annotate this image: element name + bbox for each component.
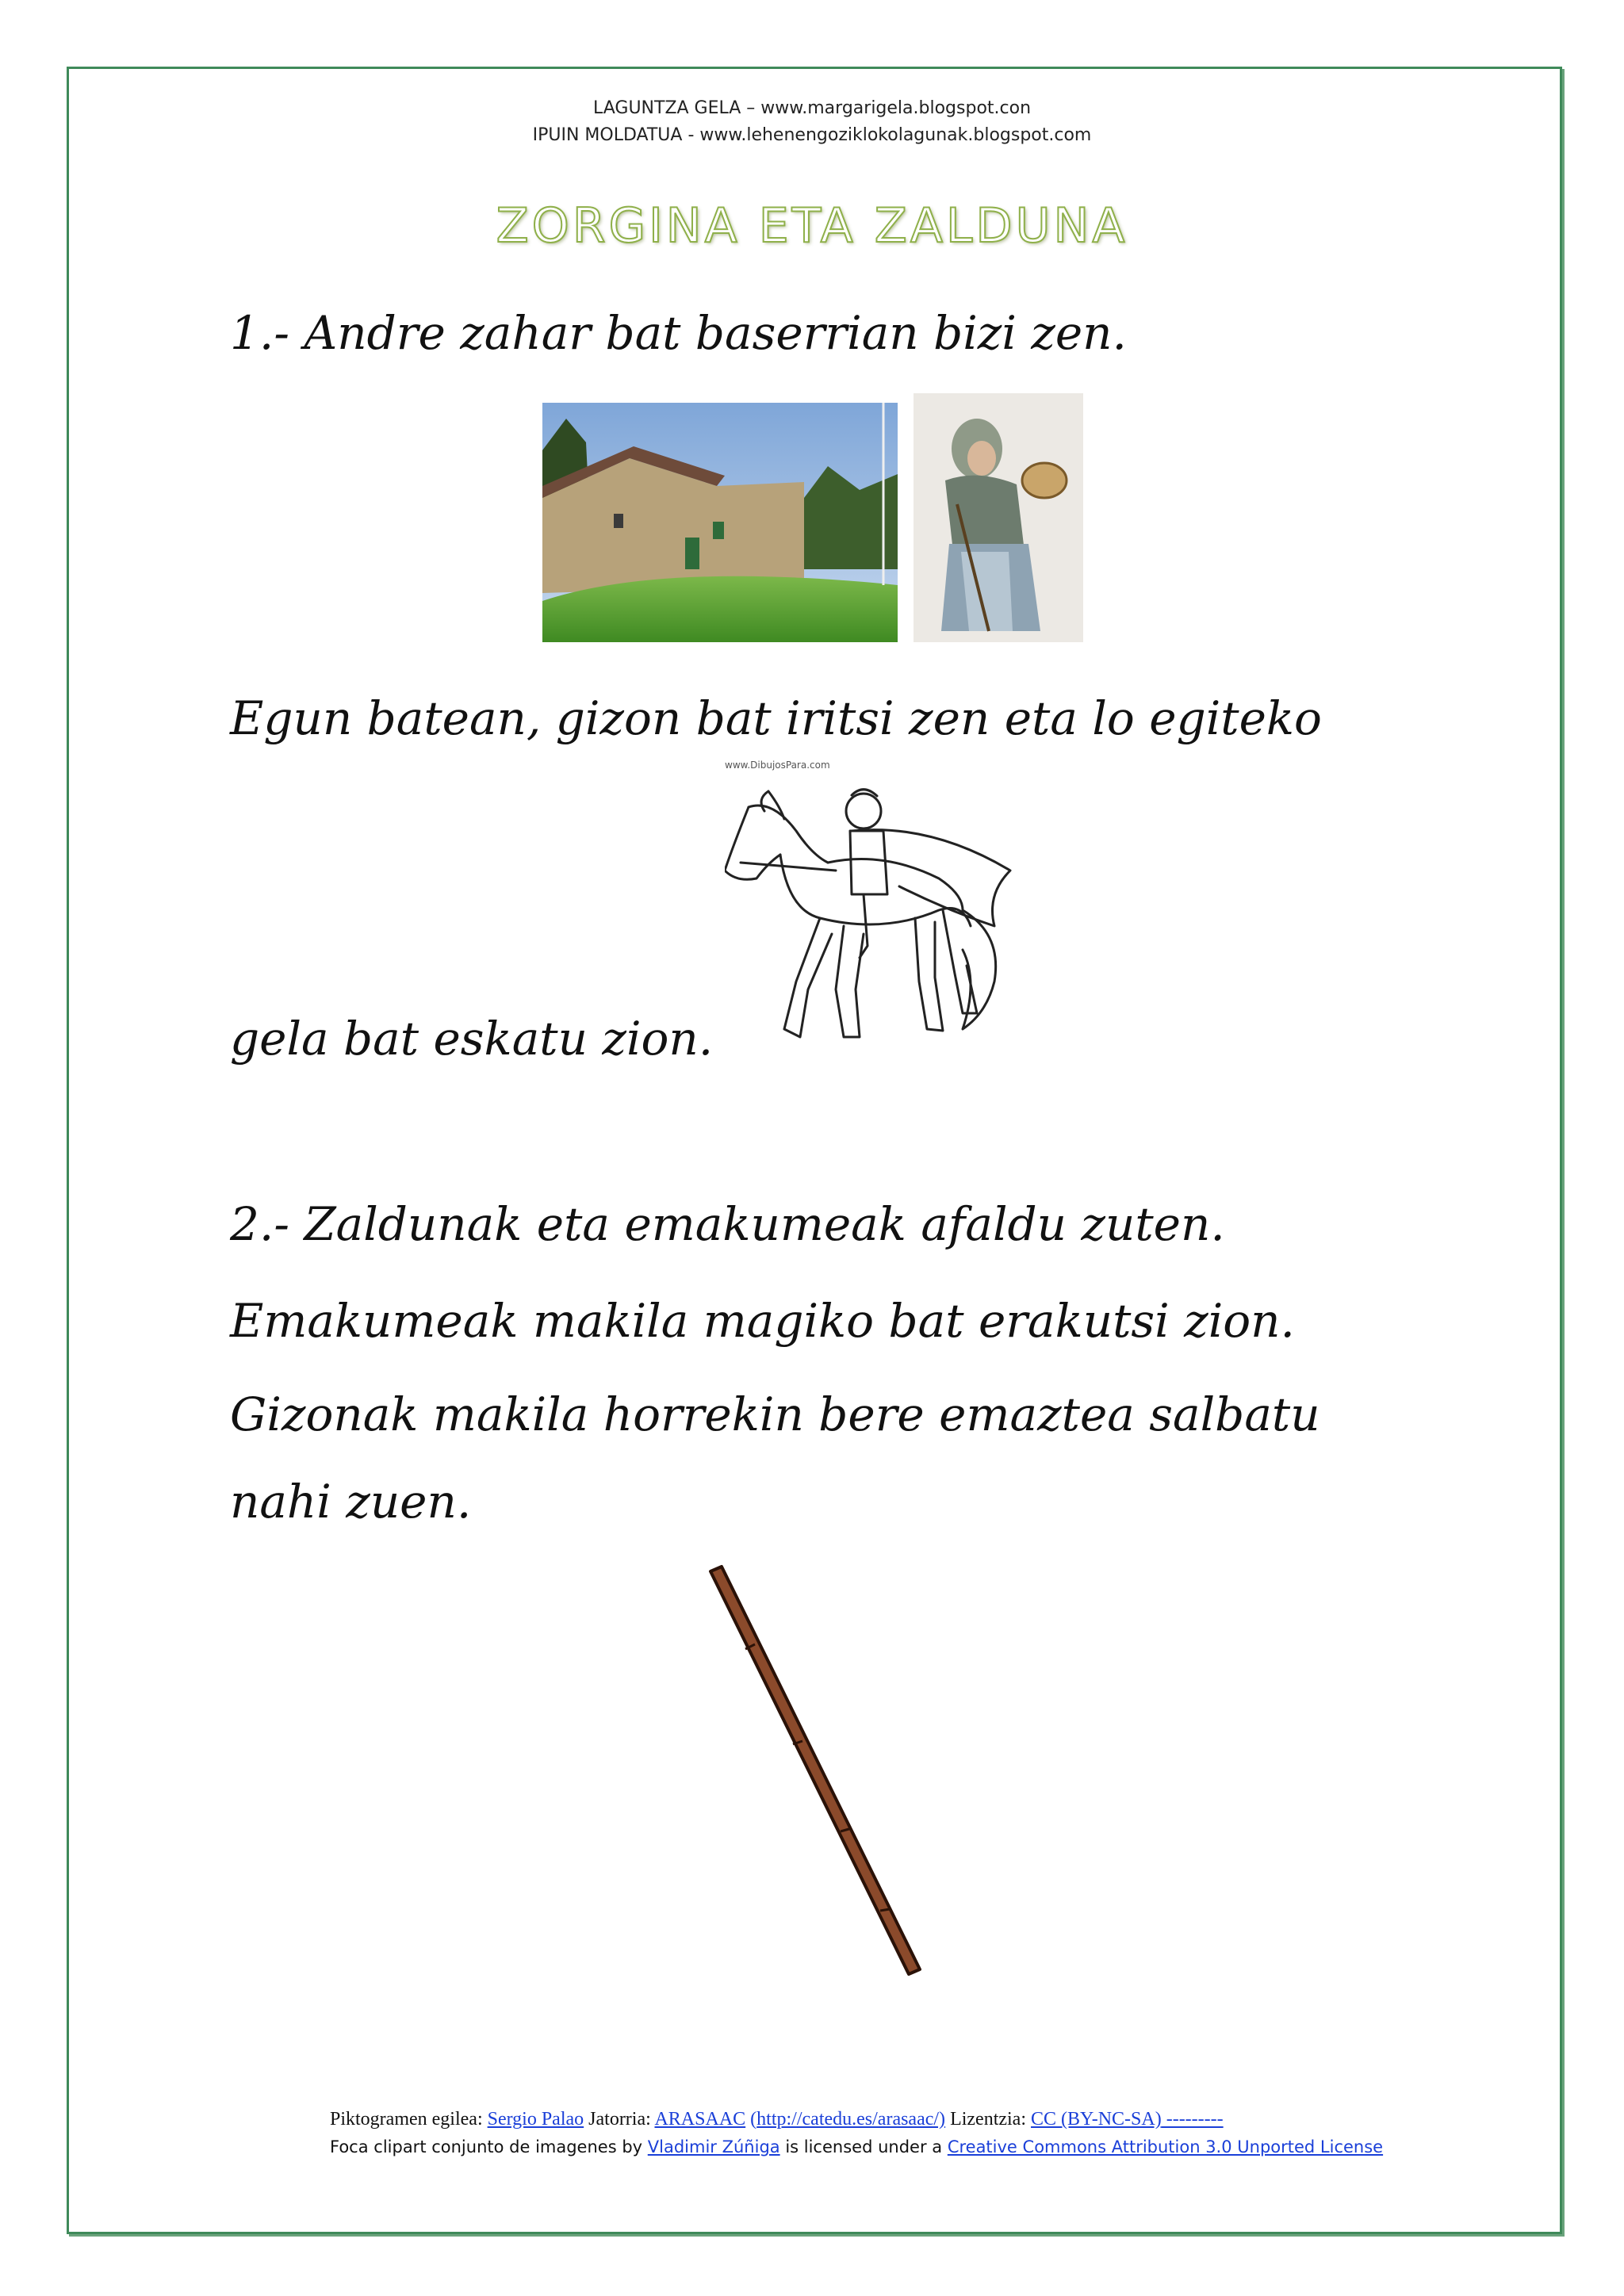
license-link[interactable]: CC (BY-NC-SA) (1031, 2109, 1162, 2130)
arasaac-link[interactable]: ARASAAC (654, 2109, 746, 2130)
story-line-4: 2.- Zaldunak eta emakumeak afaldu zuten. (230, 1197, 1225, 1251)
knight-on-horse-drawing (725, 775, 1026, 1051)
image-credit: www.DibujosPara.com (725, 760, 830, 771)
story-line-5: Emakumeak makila magiko bat erakutsi zion. (230, 1294, 1295, 1348)
header-line-1: LAGUNTZA GELA – www.margarigela.blogspot.con (592, 98, 1032, 118)
story-line-2: Egun batean, gizon bat iritsi zen eta lo egiteko (230, 691, 1322, 745)
catedu-url-link[interactable]: http://catedu.es/arasaac/) (756, 2109, 946, 2130)
old-woman-picture (914, 393, 1083, 642)
story-line-3: gela bat eskatu zion. (230, 1012, 714, 1066)
farmhouse-photo (542, 403, 898, 642)
footer-credits-line-2: Foca clipart conjunto de imagenes by Vladimir Zúñiga is licensed under a Creative Commons Attribution 3.0 Unported License (330, 2137, 1384, 2156)
page-title: ZORGINA ETA ZALDUNA (496, 198, 1128, 254)
header-line-2: IPUIN MOLDATUA - www.lehenengoziklokolagunak.blogspot.com (532, 125, 1092, 145)
magic-stick-icon (698, 1562, 936, 1982)
clipart-author-link[interactable]: Vladimir Zúñiga (647, 2137, 780, 2156)
story-line-7: nahi zuen. (230, 1475, 472, 1529)
cc-license-link[interactable]: Creative Commons Attribution 3.0 Unported License (947, 2137, 1384, 2156)
story-line-6: Gizonak makila horrekin bere emaztea salbatu (230, 1387, 1320, 1441)
author-link[interactable]: Sergio Palao (487, 2109, 584, 2130)
footer-credits-line-1: Piktogramen egilea: Sergio Palao Jatorria: ARASAAC (http://catedu.es/arasaac/) Lizentzia: CC (BY-NC-SA) --------- (330, 2109, 1224, 2130)
story-line-1: 1.- Andre zahar bat baserrian bizi zen. (230, 306, 1127, 360)
